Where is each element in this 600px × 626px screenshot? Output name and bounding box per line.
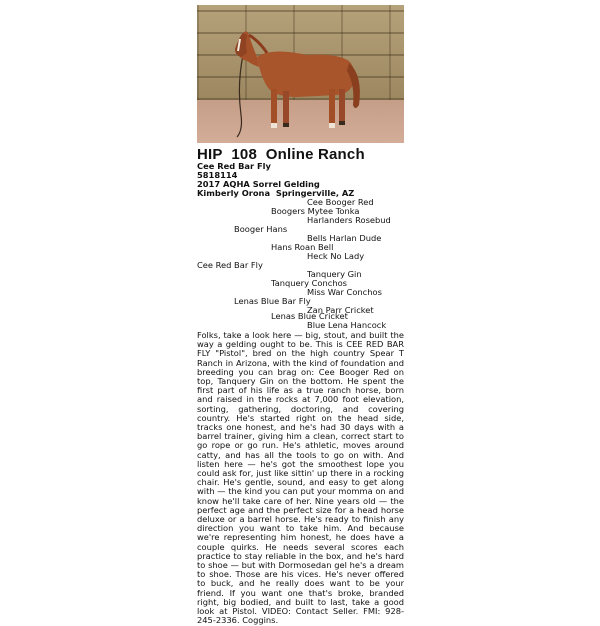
hip-label: HIP [197,146,223,163]
pedigree-sd: Hans Roan Bell [271,242,334,252]
seller-name: Kimberly Orona [197,188,271,198]
seller-location: Springerville, AZ [275,188,355,198]
horse-name: Cee Red Bar Fly [197,161,271,171]
pedigree-dds: Zan Parr Cricket [307,305,374,315]
consignor-title: Online Ranch [265,146,365,163]
pedigree-chart [197,198,404,330]
horse-silhouette [197,5,404,143]
pedigree-sss: Cee Booger Red [307,197,374,207]
hip-number: 108 [231,146,257,163]
pedigree-dsd: Miss War Conchos [307,287,382,297]
pedigree-sire: Booger Hans [234,224,288,234]
pedigree-ssd: Harlanders Rosebud [307,215,391,225]
pedigree-dd: Lenas Blue Cricket [271,311,348,321]
pedigree-horse: Cee Red Bar Fly [197,260,263,270]
pedigree-ss: Boogers Mytee Tonka [271,206,360,216]
hip-heading [197,147,404,162]
pedigree-sdd: Heck No Lady [307,251,365,261]
horse-photo [197,5,404,143]
horse-description: 2017 AQHA Sorrel Gelding [197,179,320,189]
pedigree-dam: Lenas Blue Bar Fly [234,296,311,306]
horse-remarks: Folks, take a look here — big, stout, and built the way a gelding ought to be. This is CEE RED BAR FLY "Pistol", bred on the high country Spear T Ranch in Arizona, with the kind of foundation and breeding you can brag on: Cee Booger Red on top, Tanquery Gin on the bottom. He spent the first part of his life as a true ranch horse, born and raised in the rocks at 7,000 foot elevation, sorting, gathering, doctoring, and covering country. He's started right on the head side, tracks one honest, and he's had 30 days with a barrel trainer, giving him a clean, correct start to go rope or go run. He's athletic, moves around catty, and has all the tools to go on with. And listen here — he's got the smoothest lope you could ask for, just like sittin' up there in a rocking chair. He's gentle, sound, and easy to get along with — the kind you can put your momma on and know he'll take care of her. Nine years old — the perfect age and the perfect size for a head horse deluxe or a barrel horse. He's ready to finish any direction you want to take him. And because we're representing him honest, he does have a couple quirks. He needs several scores each practice to stay reliable in the box, and he's hard to shoe — but with Dormosedan gel he's a dream to shoe. Those are his vices. He's never offered to buck, and he really does want to be your friend. If you want one that's broke, branded right, big bodied, and built to last, take a good look at Pistol. VIDEO: Contact Seller. FMI: 928-245-2336. Coggins. [197,330,404,626]
pedigree-ddd: Blue Lena Hancock [307,320,387,330]
pedigree-dss: Tanquery Gin [307,269,362,279]
pedigree-sds: Bells Harlan Dude [307,233,382,243]
pedigree-ds: Tanquery Conchos [271,278,347,288]
registration-number: 5818114 [197,170,238,180]
sale-listing-card [197,5,404,626]
